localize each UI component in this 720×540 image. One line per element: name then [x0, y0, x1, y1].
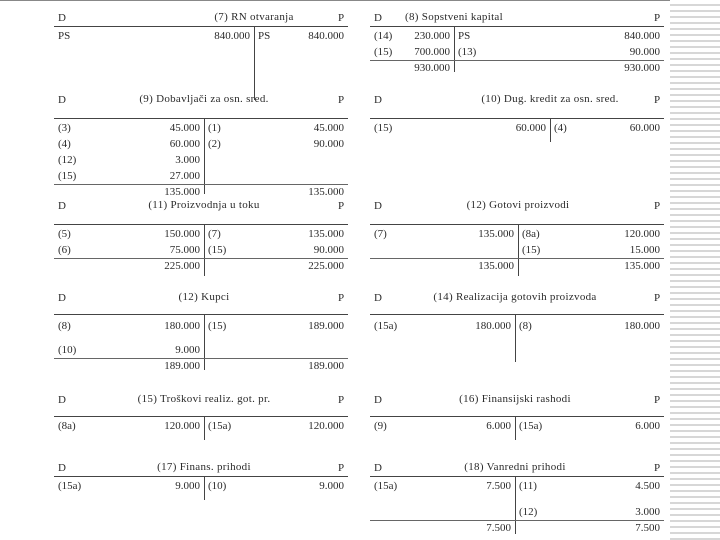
account-a9 — [54, 93, 348, 198]
account-title: (9) Dobavljači za osn. sred. — [139, 93, 269, 105]
debit-label: D — [374, 394, 382, 406]
account-a7 — [54, 12, 348, 100]
account-rule — [54, 476, 348, 477]
debit-amount: 700.000 — [414, 46, 450, 58]
credit-total: 930.000 — [624, 62, 660, 74]
account-split — [254, 26, 255, 100]
credit-ref: (8) — [519, 320, 532, 332]
debit-amount: 135.000 — [478, 228, 514, 240]
credit-total: 189.000 — [308, 360, 344, 372]
debit-total: 930.000 — [414, 62, 450, 74]
credit-ref: (4) — [554, 122, 567, 134]
decorative-stripes — [670, 0, 720, 540]
account-title: (18) Vanredni prihodi — [464, 461, 566, 473]
debit-ref: PS — [58, 30, 71, 42]
credit-ref: (13) — [458, 46, 477, 58]
sum-rule-left — [54, 258, 204, 259]
top-rule — [0, 0, 670, 1]
credit-ref: (7) — [208, 228, 221, 240]
debit-ref: (15) — [374, 122, 393, 134]
debit-amount: 180.000 — [164, 320, 200, 332]
account-a12g — [370, 200, 664, 276]
sum-rule-right — [204, 184, 348, 185]
debit-total: 7.500 — [486, 522, 511, 534]
credit-ref: (15) — [208, 320, 227, 332]
debit-ref: (15) — [58, 170, 77, 182]
debit-ref: (15) — [374, 46, 393, 58]
credit-label: P — [654, 462, 661, 474]
account-a16 — [370, 394, 664, 440]
credit-label: P — [338, 200, 345, 212]
debit-total: 135.000 — [164, 186, 200, 198]
debit-label: D — [374, 12, 382, 24]
account-rule — [370, 314, 664, 315]
account-rule — [370, 224, 664, 225]
sum-rule-left — [370, 60, 454, 61]
account-title: (17) Finans. prihodi — [157, 461, 251, 473]
credit-ref: (10) — [208, 480, 227, 492]
account-rule — [54, 118, 348, 119]
credit-ref: (2) — [208, 138, 221, 150]
credit-ref: (15a) — [208, 420, 232, 432]
credit-amount: 4.500 — [635, 480, 660, 492]
account-split — [204, 476, 205, 500]
credit-amount: 189.000 — [308, 320, 344, 332]
sum-rule-right — [204, 358, 348, 359]
credit-amount: 180.000 — [624, 320, 660, 332]
debit-amount: 9.000 — [175, 344, 200, 356]
credit-label: P — [338, 394, 345, 406]
account-rule — [54, 314, 348, 315]
account-a11 — [54, 200, 348, 276]
credit-label: P — [654, 12, 661, 24]
account-a14 — [370, 292, 664, 362]
account-title: (14) Realizacija gotovih proizvoda — [433, 291, 597, 303]
sum-rule-left — [54, 184, 204, 185]
credit-amount: 840.000 — [308, 30, 344, 42]
debit-ref: (15a) — [58, 480, 82, 492]
credit-label: P — [338, 462, 345, 474]
account-rule — [370, 26, 664, 27]
credit-total: 225.000 — [308, 260, 344, 272]
sum-rule-right — [518, 258, 664, 259]
sum-rule-left — [370, 520, 515, 521]
credit-ref: (15) — [208, 244, 227, 256]
debit-amount: 3.000 — [175, 154, 200, 166]
debit-label: D — [374, 200, 382, 212]
credit-amount: 60.000 — [629, 122, 660, 134]
credit-amount: 120.000 — [308, 420, 344, 432]
sum-rule-right — [515, 520, 664, 521]
debit-total: 225.000 — [164, 260, 200, 272]
account-title: (16) Finansijski rashodi — [459, 393, 571, 405]
credit-total: 7.500 — [635, 522, 660, 534]
debit-amount: 9.000 — [175, 480, 200, 492]
credit-ref: (15) — [522, 244, 541, 256]
debit-ref: (5) — [58, 228, 71, 240]
account-split — [204, 314, 205, 370]
debit-amount: 75.000 — [169, 244, 200, 256]
account-a17 — [54, 462, 348, 500]
debit-amount: 27.000 — [169, 170, 200, 182]
debit-ref: (9) — [374, 420, 387, 432]
account-split — [204, 224, 205, 276]
account-split — [550, 118, 551, 142]
account-split — [204, 118, 205, 194]
debit-total: 189.000 — [164, 360, 200, 372]
debit-label: D — [374, 94, 382, 106]
account-split — [518, 224, 519, 276]
sum-rule-right — [204, 258, 348, 259]
account-title: (8) Sopstveni kapital — [405, 11, 503, 23]
debit-ref: (14) — [374, 30, 393, 42]
sum-rule-left — [370, 258, 518, 259]
debit-ref: (3) — [58, 122, 71, 134]
credit-amount: 45.000 — [313, 122, 344, 134]
account-split — [515, 476, 516, 534]
credit-ref: (1) — [208, 122, 221, 134]
debit-amount: 6.000 — [486, 420, 511, 432]
account-rule — [370, 416, 664, 417]
debit-amount: 180.000 — [475, 320, 511, 332]
debit-ref: (4) — [58, 138, 71, 150]
account-a12k — [54, 292, 348, 370]
debit-ref: (10) — [58, 344, 77, 356]
account-a15 — [54, 394, 348, 440]
account-title: (10) Dug. kredit za osn. sred. — [481, 93, 619, 105]
credit-amount: 3.000 — [635, 506, 660, 518]
debit-amount: 60.000 — [169, 138, 200, 150]
credit-amount: 15.000 — [629, 244, 660, 256]
credit-label: P — [338, 94, 345, 106]
credit-ref: (12) — [519, 506, 538, 518]
account-split — [515, 314, 516, 362]
debit-label: D — [374, 292, 382, 304]
credit-amount: 6.000 — [635, 420, 660, 432]
credit-ref: (8a) — [522, 228, 540, 240]
account-split — [454, 26, 455, 72]
credit-ref: (11) — [519, 480, 537, 492]
debit-ref: (8) — [58, 320, 71, 332]
credit-label: P — [654, 292, 661, 304]
credit-amount: 90.000 — [313, 138, 344, 150]
credit-label: P — [654, 394, 661, 406]
debit-ref: (15a) — [374, 480, 398, 492]
debit-ref: (12) — [58, 154, 77, 166]
debit-label: D — [58, 394, 66, 406]
account-title: (15) Troškovi realiz. got. pr. — [137, 393, 271, 405]
sum-rule-right — [454, 60, 664, 61]
credit-amount: 90.000 — [629, 46, 660, 58]
account-a10 — [370, 94, 664, 142]
account-rule — [54, 224, 348, 225]
credit-amount: 9.000 — [319, 480, 344, 492]
account-rule — [370, 476, 664, 477]
debit-label: D — [58, 292, 66, 304]
account-rule — [54, 26, 348, 27]
debit-label: D — [58, 94, 66, 106]
account-title: (12) Kupci — [178, 291, 230, 303]
account-split — [515, 416, 516, 440]
debit-ref: (7) — [374, 228, 387, 240]
debit-label: D — [58, 12, 66, 24]
debit-amount: 120.000 — [164, 420, 200, 432]
account-split — [204, 416, 205, 440]
credit-ref: PS — [458, 30, 471, 42]
account-title: (7) RN otvaranja — [214, 11, 294, 23]
debit-ref: (6) — [58, 244, 71, 256]
account-a8 — [370, 12, 664, 72]
credit-amount: 90.000 — [313, 244, 344, 256]
debit-amount: 230.000 — [414, 30, 450, 42]
credit-label: P — [338, 292, 345, 304]
account-title: (11) Proizvodnja u toku — [148, 199, 260, 211]
credit-amount: 120.000 — [624, 228, 660, 240]
debit-label: D — [374, 462, 382, 474]
credit-label: P — [654, 94, 661, 106]
account-rule — [54, 416, 348, 417]
credit-label: P — [338, 12, 345, 24]
debit-amount: 840.000 — [214, 30, 250, 42]
debit-total: 135.000 — [478, 260, 514, 272]
sum-rule-left — [54, 358, 204, 359]
debit-ref: (8a) — [58, 420, 76, 432]
debit-label: D — [58, 462, 66, 474]
credit-ref: (15a) — [519, 420, 543, 432]
account-a18 — [370, 462, 664, 534]
credit-label: P — [654, 200, 661, 212]
credit-amount: 840.000 — [624, 30, 660, 42]
credit-amount: 135.000 — [308, 228, 344, 240]
account-title: (12) Gotovi proizvodi — [466, 199, 570, 211]
debit-amount: 150.000 — [164, 228, 200, 240]
credit-ref: PS — [258, 30, 271, 42]
debit-label: D — [58, 200, 66, 212]
credit-total: 135.000 — [624, 260, 660, 272]
debit-amount: 60.000 — [515, 122, 546, 134]
account-rule — [370, 118, 664, 119]
debit-amount: 45.000 — [169, 122, 200, 134]
debit-ref: (15a) — [374, 320, 398, 332]
debit-amount: 7.500 — [486, 480, 511, 492]
credit-total: 135.000 — [308, 186, 344, 198]
